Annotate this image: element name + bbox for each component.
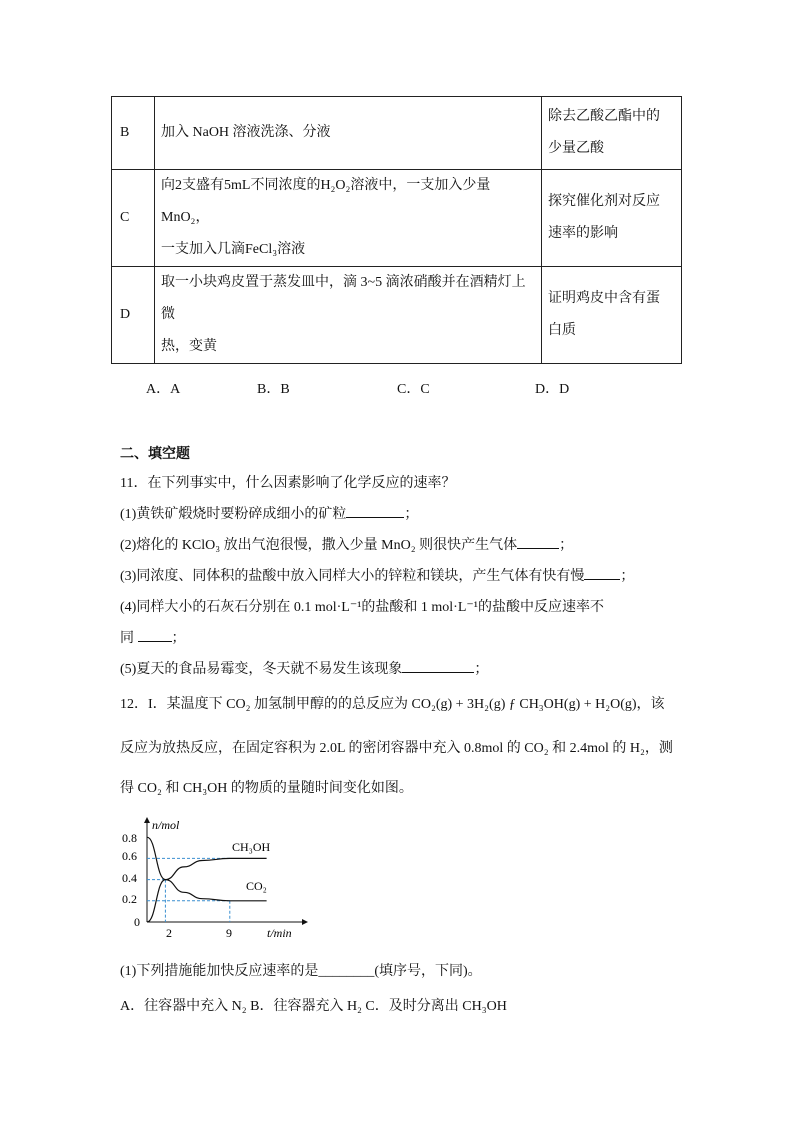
series-label-ch3oh: CH₃OH — [232, 840, 271, 854]
y-tick-label: 0.6 — [122, 849, 137, 863]
row-result: 除去乙酸乙酯中的 少量乙酸 — [542, 97, 682, 170]
row-label: D — [112, 267, 155, 364]
q12-sub-1: (1)下列措施能加快反应速率的是________(填序号，下同)。 — [120, 964, 482, 979]
row-result: 探究催化剂对反应 速率的影响 — [542, 170, 682, 267]
q11-item-4: (4)同样大小的石灰石分别在 0.1 mol·L⁻¹的盐酸和 1 mol·L⁻¹的盐酸中反应速率不 — [120, 600, 604, 615]
y-tick-label: 0.4 — [122, 871, 137, 885]
q12-line-1: 12．I．某温度下 CO₂ 加氢制甲醇的的总反应为 CO₂(g) + 3H₂(g) ƒ CH₃OH(g) + H₂O(g)，该 — [120, 697, 665, 712]
q11-item-2: (2)熔化的 KClO₃ 放出气泡很慢，撒入少量 MnO₂ 则很快产生气体 ； — [120, 534, 573, 554]
q11-item-1: (1)黄铁矿煅烧时要粉碎成细小的矿粒 ； — [120, 503, 418, 523]
q12-line-2: 反应为放热反应，在固定容积为 2.0L 的密闭容器中充入 0.8mol 的 CO₂ 和 2.4mol 的 H₂，测 — [120, 741, 673, 756]
answer-blank[interactable] — [517, 534, 559, 549]
table-row — [112, 170, 682, 267]
choice-c[interactable]: C．C — [397, 382, 430, 397]
y-tick-label: 0.2 — [122, 892, 137, 906]
x-axis-label: t/min — [267, 926, 292, 940]
q12-sub-1-options: A．往容器中充入 N₂ B．往容器充入 H₂ C．及时分离出 CH₃OH — [120, 999, 507, 1014]
table-row — [112, 97, 682, 170]
q11-item-3: (3)同浓度、同体积的盐酸中放入同样大小的锌粒和镁块，产生气体有快有慢 ； — [120, 565, 634, 585]
y-axis-label: n/mol — [152, 818, 180, 832]
answer-blank[interactable] — [138, 627, 172, 642]
q11-item-5: (5)夏天的食品易霉变，冬天就不易发生该现象 ； — [120, 658, 488, 678]
row-label: C — [112, 170, 155, 267]
y-tick-label: 0.8 — [122, 831, 137, 845]
row-action: 向2支盛有5mL不同浓度的H₂O₂溶液中，一支加入少量MnO₂， 一支加入几滴FeCl₃溶液 — [155, 170, 542, 267]
row-action: 加入 NaOH 溶液洗涤、分液 — [155, 97, 542, 170]
q11-item-4-cont: 同 ； — [120, 627, 186, 647]
row-label: B — [112, 97, 155, 170]
table-row — [112, 267, 682, 364]
x-tick-label: 9 — [226, 926, 232, 940]
guide-lines — [147, 858, 230, 922]
answer-blank[interactable] — [402, 658, 474, 673]
section-title: 二、填空题 — [120, 447, 190, 462]
q12-line-3: 得 CO₂ 和 CH₃OH 的物质的量随时间变化如图。 — [120, 781, 413, 796]
amount-time-chart — [112, 812, 312, 947]
row-result: 证明鸡皮中含有蛋 白质 — [542, 267, 682, 364]
row-action: 取一小块鸡皮置于蒸发皿中，滴 3~5 滴浓硝酸并在酒精灯上微 热，变黄 — [155, 267, 542, 364]
series-label-co2: CO₂ — [246, 879, 267, 893]
answer-choices — [146, 378, 646, 398]
choice-d[interactable]: D．D — [535, 382, 570, 397]
choice-a[interactable]: A．A — [146, 382, 181, 397]
q11-stem: 11．在下列事实中，什么因素影响了化学反应的速率？ — [120, 476, 456, 491]
x-tick-label: 2 — [166, 926, 172, 940]
y-tick-label: 0 — [134, 915, 140, 929]
answer-blank[interactable] — [346, 503, 404, 518]
answer-blank[interactable] — [584, 565, 620, 580]
experiment-table — [111, 96, 682, 364]
choice-b[interactable]: B．B — [257, 382, 290, 397]
